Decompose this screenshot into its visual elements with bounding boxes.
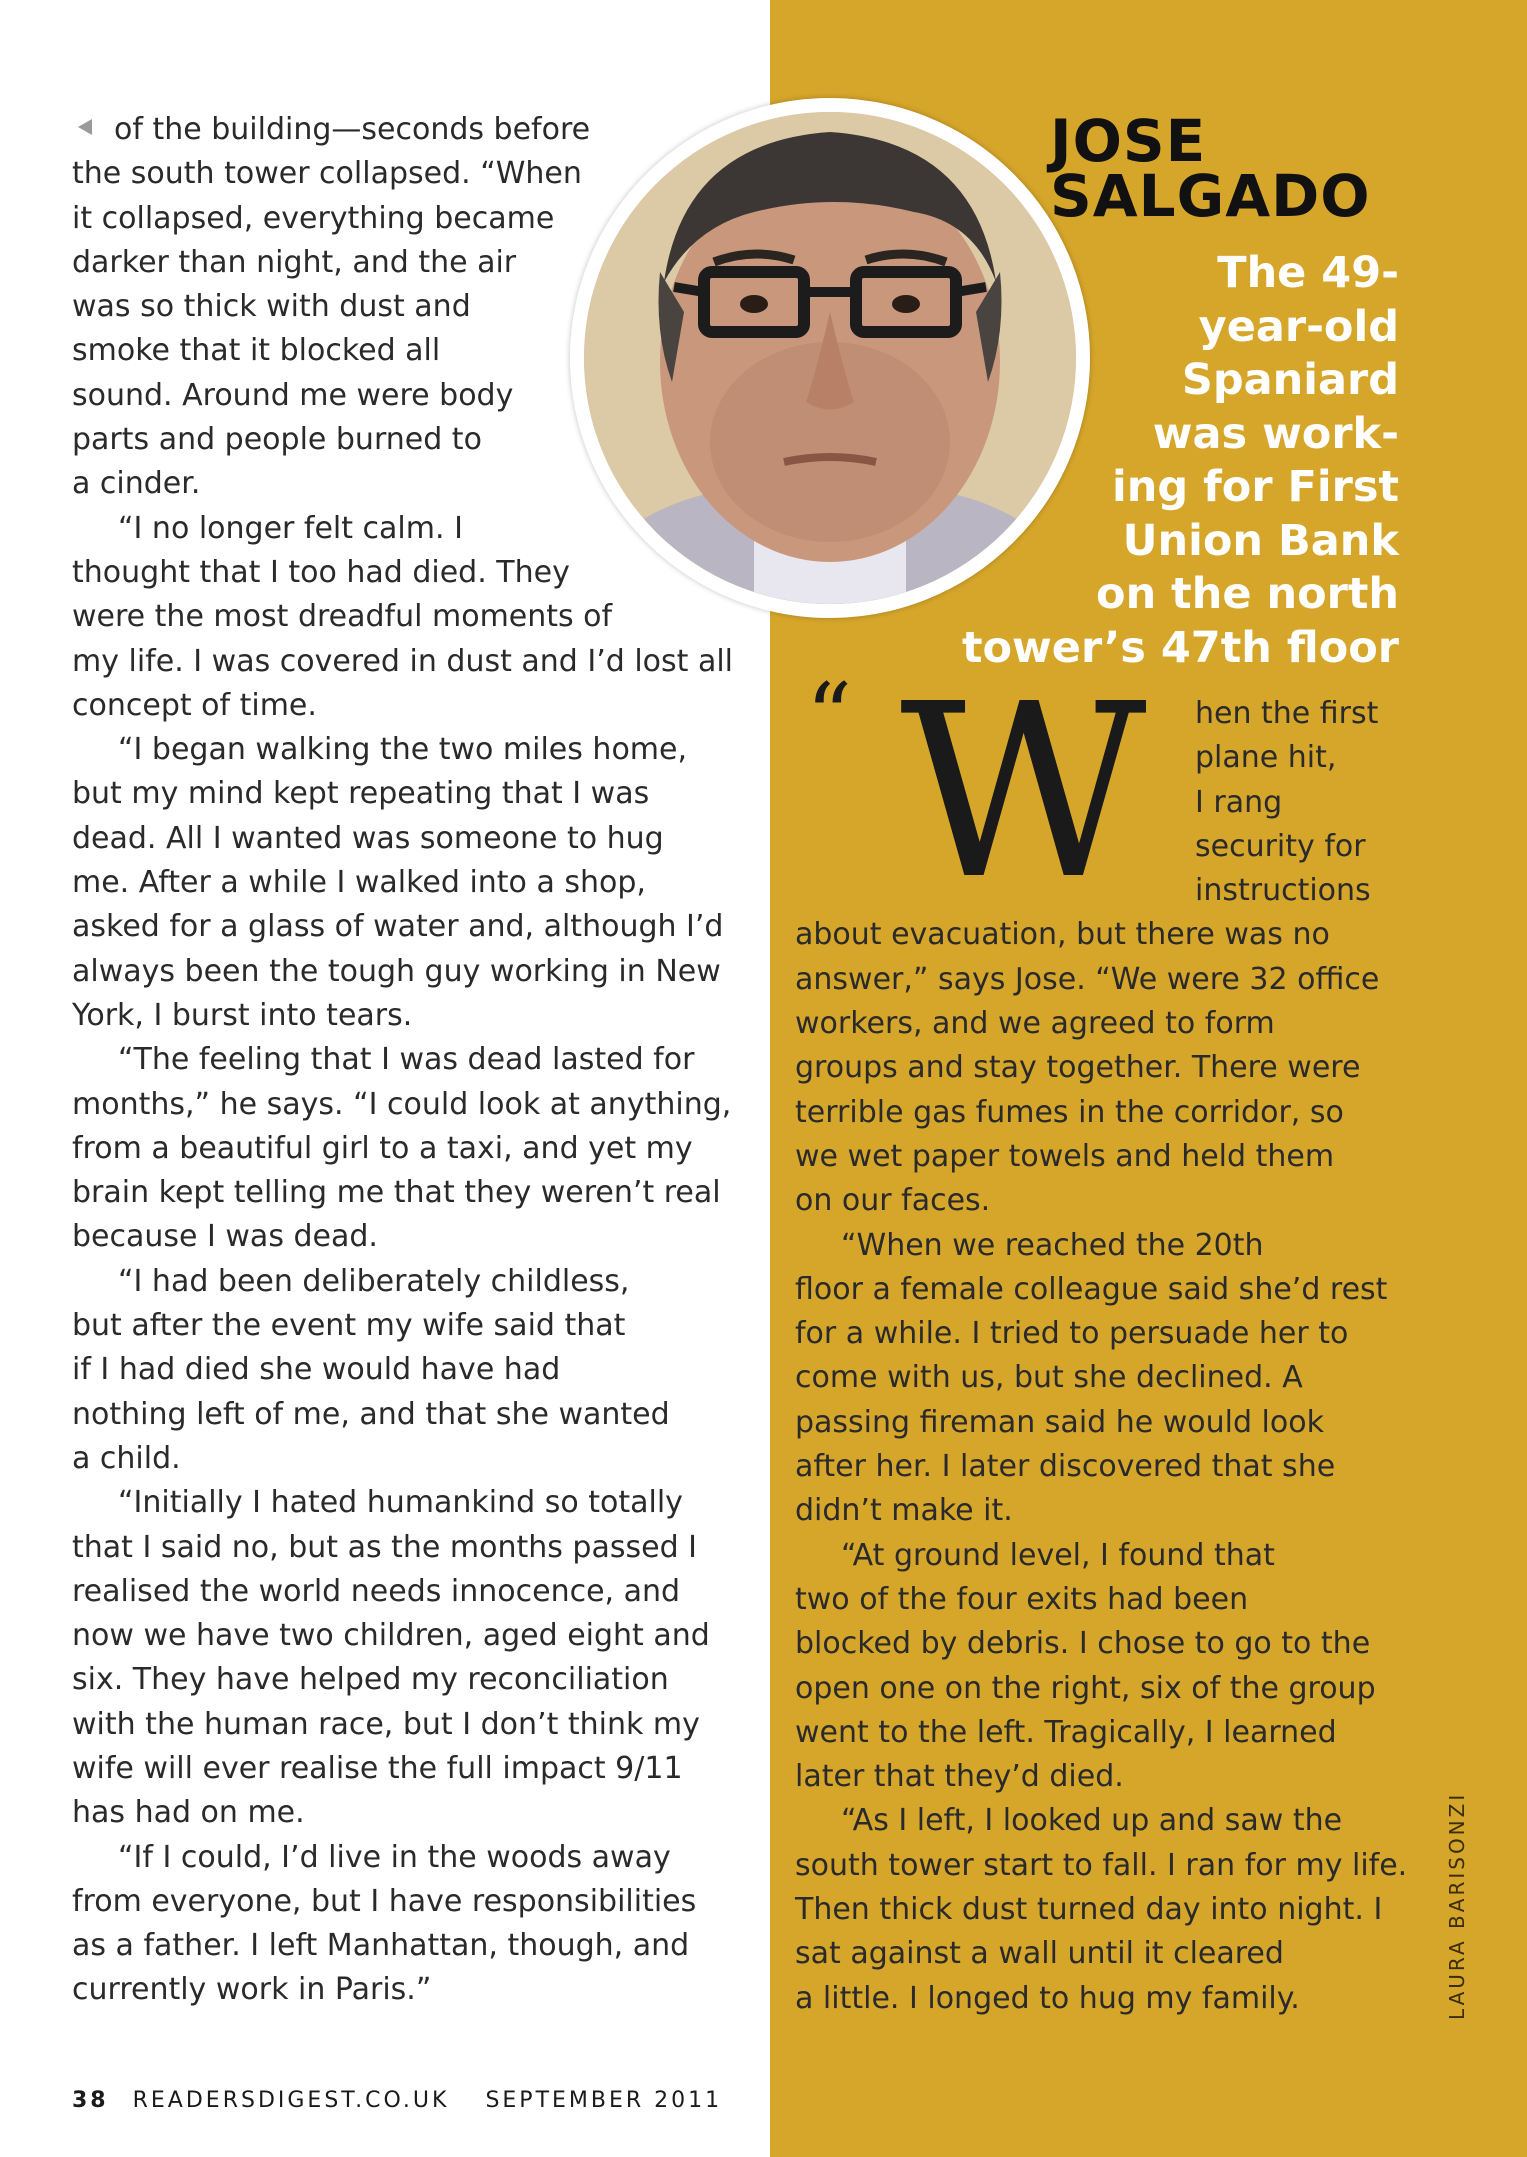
- subhead-line: The 49-: [1217, 248, 1399, 298]
- text-line: sat against a wall until it cleared: [795, 1936, 1284, 1972]
- text-line: the south tower collapsed. “When: [72, 156, 582, 192]
- text-line: has had on me.: [72, 1795, 305, 1831]
- text-line: asked for a glass of water and, although I’d: [72, 909, 724, 945]
- text-line: six. They have helped my reconciliation: [72, 1662, 669, 1698]
- text-line: with the human race, but I don’t think my: [72, 1706, 700, 1742]
- text-line: “If I could, I’d live in the woods away: [118, 1839, 671, 1875]
- text-line: “As I left, I looked up and saw the: [841, 1803, 1343, 1839]
- text-line: a child.: [72, 1440, 181, 1476]
- drop-cap-letter: W: [900, 652, 1147, 932]
- text-line: come with us, but she declined. A: [795, 1360, 1303, 1396]
- text-line: nothing left of me, and that she wanted: [72, 1396, 670, 1432]
- subhead-line: year-old: [1198, 301, 1399, 352]
- profile-subhead: [962, 247, 1399, 675]
- text-line: a little. I longed to hug my family.: [795, 1980, 1300, 2016]
- text-line: went to the left. Tragically, I learned: [795, 1714, 1337, 1750]
- text-line: realised the world needs innocence, and: [72, 1573, 681, 1609]
- text-line: wife will ever realise the full impact 9/11: [72, 1750, 683, 1786]
- text-line: security for: [1195, 828, 1366, 864]
- text-line: hen the first: [1195, 696, 1379, 731]
- text-line: was so thick with dust and: [72, 289, 471, 325]
- text-line: that I said no, but as the months passed I: [72, 1529, 697, 1565]
- text-line: dead. All I wanted was someone to hug: [72, 820, 664, 856]
- text-line: me. After a while I walked into a shop,: [72, 865, 646, 901]
- text-line: sound. Around me were body: [72, 377, 514, 413]
- text-line: groups and stay together. There were: [795, 1050, 1361, 1086]
- continued-arrow-icon: [78, 119, 92, 135]
- text-line: answer,” says Jose. “We were 32 office: [795, 961, 1380, 997]
- text-line: blocked by debris. I chose to go to the: [795, 1626, 1371, 1662]
- text-line: “Initially I hated humankind so totally: [118, 1485, 683, 1521]
- subhead-line: tower’s 47th floor: [961, 622, 1399, 673]
- text-line: as a father. I left Manhattan, though, and: [72, 1928, 690, 1964]
- text-line: of the building—seconds before: [72, 108, 742, 152]
- text-line: but after the event my wife said that: [72, 1308, 626, 1344]
- text-line: if I had died she would have had: [72, 1352, 561, 1388]
- text-line: about evacuation, but there was no: [795, 917, 1330, 953]
- text-line: I rang: [1195, 784, 1283, 820]
- page-number: 38: [72, 2088, 109, 2113]
- text-line: after her. I later discovered that she: [795, 1449, 1336, 1485]
- text-line: parts and people burned to: [72, 422, 482, 458]
- subhead-line: Spaniard: [1181, 355, 1399, 405]
- text-line: it collapsed, everything became: [72, 200, 555, 236]
- text-line: Then thick dust turned day into night. I: [795, 1892, 1383, 1928]
- footer-issue: SEPTEMBER 2011: [485, 2088, 723, 2113]
- text-line: a cinder.: [72, 466, 201, 502]
- text-line: concept of time.: [72, 687, 317, 723]
- text-line: were the most dreadful moments of: [72, 599, 613, 635]
- text-line: on our faces.: [795, 1183, 991, 1219]
- text-line: York, I burst into tears.: [72, 997, 413, 1033]
- text-line: floor a female colleague said she’d rest: [795, 1271, 1388, 1307]
- text-line: “I no longer felt calm. I: [118, 510, 463, 546]
- text-line: open one on the right, six of the group: [795, 1670, 1376, 1706]
- text-line: “When we reached the 20th: [841, 1227, 1264, 1263]
- text-line: because I was dead.: [72, 1219, 378, 1255]
- text-line: darker than night, and the air: [72, 244, 517, 280]
- open-quote-mark: “: [806, 664, 853, 769]
- text-line: my life. I was covered in dust and I’d lost all: [72, 643, 733, 679]
- footer-site: READERSDIGEST.CO.UK: [132, 2088, 450, 2113]
- text-line: workers, and we agreed to form: [795, 1006, 1275, 1042]
- text-line: two of the four exits had been: [795, 1581, 1249, 1617]
- photo-credit: LAURA BARISONZI: [1445, 1791, 1469, 2020]
- text-line: later that they’d died.: [795, 1759, 1124, 1795]
- text-line: months,” he says. “I could look at anything,: [72, 1086, 732, 1122]
- subhead-line: on the north: [1096, 569, 1399, 619]
- text-line: thought that I too had died. They: [72, 554, 570, 590]
- text-line: brain kept telling me that they weren’t real: [72, 1175, 721, 1211]
- text-line: passing fireman said he would look: [795, 1404, 1324, 1440]
- text-line: south tower start to fall. I ran for my life.: [795, 1847, 1408, 1883]
- text-line: now we have two children, aged eight and: [72, 1618, 710, 1654]
- text-line: didn’t make it.: [795, 1493, 1013, 1529]
- text-line: “I began walking the two miles home,: [118, 732, 688, 768]
- subhead-line: ing for First: [1112, 462, 1399, 512]
- text-line: from everyone, but I have responsibilities: [72, 1883, 697, 1919]
- text-line: from a beautiful girl to a taxi, and yet my: [72, 1130, 693, 1166]
- text-line: currently work in Paris.”: [72, 1972, 432, 2008]
- text-line: terrible gas fumes in the corridor, so: [795, 1094, 1344, 1130]
- text-line: smoke that it blocked all: [72, 333, 441, 369]
- page-footer: [72, 2088, 722, 2113]
- text-line: for a while. I tried to persuade her to: [795, 1316, 1349, 1352]
- text-line: but my mind kept repeating that I was: [72, 776, 650, 812]
- text-line: we wet paper towels and held them: [795, 1138, 1335, 1174]
- text-line: “At ground level, I found that: [841, 1537, 1275, 1573]
- text-line: plane hit,: [1195, 740, 1337, 776]
- profile-name: JOSE SALGADO: [1050, 107, 1371, 230]
- text-line: always been the tough guy working in New: [72, 953, 721, 989]
- subhead-line: was work-: [1152, 408, 1399, 459]
- text-line: “I had been deliberately childless,: [118, 1263, 630, 1299]
- text-line: instructions: [1195, 873, 1371, 909]
- text-line: “The feeling that I was dead lasted for: [118, 1042, 695, 1078]
- subhead-line: Union Bank: [1122, 515, 1399, 566]
- right-article-column: [795, 692, 1475, 2021]
